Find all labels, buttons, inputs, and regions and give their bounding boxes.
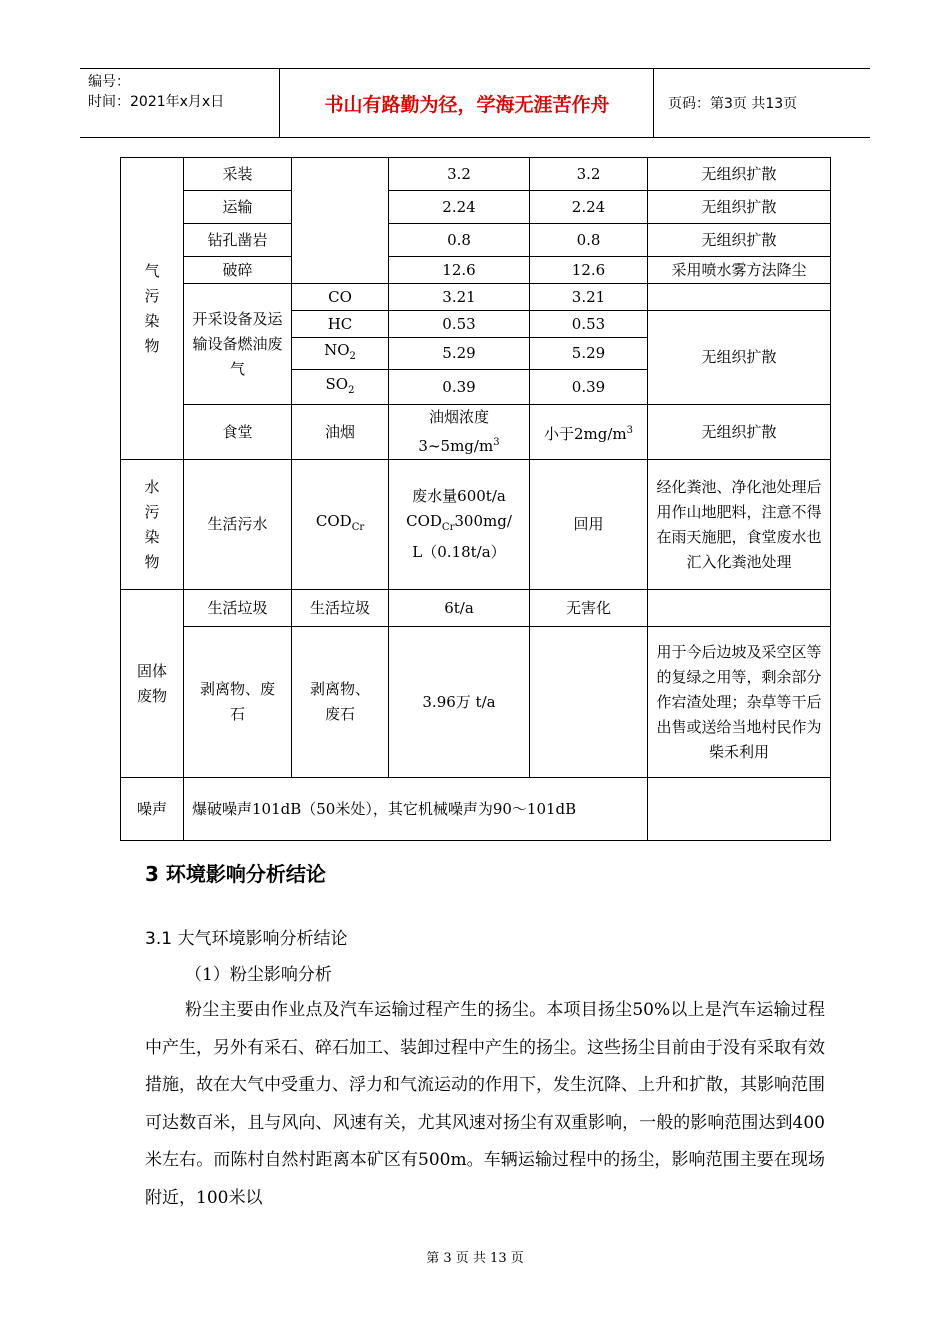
cell-line — [391, 430, 527, 459]
table-cell: 3.96万 t/a — [389, 627, 530, 778]
formula-text: NO — [324, 341, 350, 359]
table-cell: CO — [292, 284, 389, 311]
table-row — [121, 460, 831, 590]
table-cell: 生活垃圾 — [184, 590, 292, 627]
table-row — [121, 224, 831, 257]
doc-number-label: 编号： — [88, 74, 130, 90]
superscript: 3 — [493, 437, 500, 448]
table-cell — [648, 590, 831, 627]
table-row — [121, 284, 831, 311]
table-row — [121, 158, 831, 191]
category-water: 水 污 染 物 — [121, 460, 184, 590]
table-cell: 无组织扩散 — [648, 405, 831, 460]
cell-line — [391, 509, 527, 540]
formula-subscript: 2 — [348, 384, 355, 396]
cell-text: COD — [315, 512, 352, 530]
header-page-number: 页码：第3页 共13页 — [668, 96, 798, 112]
doc-date-label: 时间：2021年x月x日 — [88, 94, 225, 110]
table-cell: 油烟 — [292, 405, 389, 460]
table-cell: 经化粪池、净化池处理后用作山地肥料，注意不得在雨天施肥，食堂废水也汇入化粪池处理 — [648, 460, 831, 590]
table-cell: 采用喷水雾方法降尘 — [648, 257, 831, 284]
table-cell: 2.24 — [389, 191, 530, 224]
table-cell: 5.29 — [389, 338, 530, 370]
table-cell: 6t/a — [389, 590, 530, 627]
table-cell: 开采设备及运输设备燃油废气 — [184, 284, 292, 405]
table-cell: 3.21 — [530, 284, 648, 311]
table-cell: 钻孔凿岩 — [184, 224, 292, 257]
table-cell: 破碎 — [184, 257, 292, 284]
table-cell: 食堂 — [184, 405, 292, 460]
cell-line: 油烟浓度 — [428, 408, 489, 426]
formula-subscript: 2 — [349, 351, 356, 362]
table-cell: 5.29 — [530, 338, 648, 370]
table-row — [121, 191, 831, 224]
table-cell — [292, 370, 389, 405]
page-header — [80, 68, 870, 138]
table-row — [121, 778, 831, 841]
formula-text: SO — [325, 374, 349, 393]
cell-text: 300mg/ — [454, 512, 512, 530]
table-cell: 生活垃圾 — [292, 590, 389, 627]
table-cell: 0.39 — [530, 370, 648, 405]
table-cell-empty — [292, 158, 389, 284]
table-cell: 无组织扩散 — [648, 311, 831, 405]
table-cell — [292, 460, 389, 590]
table-cell: HC — [292, 311, 389, 338]
table-cell-empty — [648, 778, 831, 841]
table-cell: 爆破噪声101dB（50米处），其它机械噪声为90～101dB — [184, 778, 648, 841]
table-cell: 0.39 — [389, 370, 530, 405]
pollution-table — [120, 157, 831, 841]
table-cell: 用于今后边坡及采空区等的复绿之用等，剩余部分作宕渣处理；杂草等干后出售或送给当地村民作为柴禾利用 — [648, 627, 831, 778]
body-paragraph: 粉尘主要由作业点及汽车运输过程产生的扬尘。本项目扬尘50%以上是汽车运输过程中产生，另外有采石、碎石加工、装卸过程中产生的扬尘。这些扬尘目前由于没有采取有效措施，故在大气中受重力、浮力和气流运动的作用下，发生沉降、上升和扩散，其影响范围可达数百米，且与风向、风速有关，尤其风速对扬尘有双重影响，一般的影响范围达到400米左右。而陈村自然村距离本矿区有500m。车辆运输过程中的扬尘，影响范围主要在现场附近，100米以 — [145, 1000, 825, 1208]
table-cell — [530, 627, 648, 778]
subsection-item: （1）粉尘影响分析 — [185, 965, 332, 985]
table-cell: 无组织扩散 — [648, 191, 831, 224]
table-cell: 0.8 — [389, 224, 530, 257]
table-cell: 0.53 — [389, 311, 530, 338]
table-cell: 无害化 — [530, 590, 648, 627]
table-cell — [389, 460, 530, 590]
table-cell — [530, 405, 648, 460]
table-row — [121, 627, 831, 778]
table-cell: 剥离物、废石 — [184, 627, 292, 778]
header-meta — [80, 69, 280, 137]
table-cell — [389, 405, 530, 460]
table-cell: 0.53 — [530, 311, 648, 338]
table-cell: 生活污水 — [184, 460, 292, 590]
table-row — [121, 257, 831, 284]
table-cell: 12.6 — [530, 257, 648, 284]
superscript: 3 — [626, 424, 634, 436]
cell-text: COD — [406, 512, 442, 530]
cell-line: 废水量600t/a — [412, 487, 506, 505]
table-cell: 3.2 — [389, 158, 530, 191]
cell-text: 3~5mg/m — [418, 437, 494, 455]
table-cell: 3.21 — [389, 284, 530, 311]
table-cell: 回用 — [530, 460, 648, 590]
cell-text: 小于2mg/m — [543, 424, 627, 443]
category-noise: 噪声 — [121, 778, 184, 841]
table-cell-empty — [648, 284, 831, 311]
table-row — [121, 405, 831, 460]
subsection-heading: 3.1 大气环境影响分析结论 — [145, 929, 348, 949]
table-cell — [292, 338, 389, 370]
category-solid: 固体 废物 — [121, 590, 184, 778]
table-cell: 剥离物、废石 — [292, 627, 389, 778]
formula-subscript: Cr — [441, 522, 455, 533]
cell-line: L（0.18t/a） — [412, 543, 506, 561]
page-footer: 第 3 页 共 13 页 — [426, 1251, 524, 1266]
section-heading: 3 环境影响分析结论 — [145, 862, 326, 886]
table-cell: 运输 — [184, 191, 292, 224]
table-row — [121, 590, 831, 627]
formula-subscript: Cr — [351, 522, 365, 533]
table-cell: 无组织扩散 — [648, 158, 831, 191]
table-cell: 3.2 — [530, 158, 648, 191]
table-cell: 0.8 — [530, 224, 648, 257]
category-air: 气 污 染 物 — [121, 158, 184, 460]
table-cell: 12.6 — [389, 257, 530, 284]
table-cell: 无组织扩散 — [648, 224, 831, 257]
table-cell: 2.24 — [530, 191, 648, 224]
table-cell: 采装 — [184, 158, 292, 191]
header-motto: 书山有路勤为径，学海无涯苦作舟 — [281, 69, 654, 137]
